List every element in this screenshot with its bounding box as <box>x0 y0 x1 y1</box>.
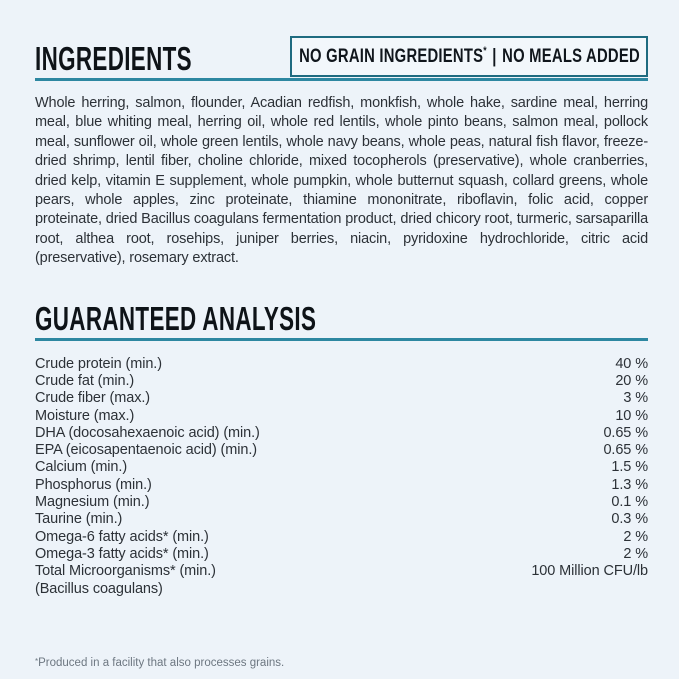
table-row <box>35 425 648 442</box>
row-label: Magnesium (min.) <box>35 494 150 511</box>
row-label: DHA (docosahexaenoic acid) (min.) <box>35 424 260 441</box>
row-label: Taurine (min.) <box>35 511 123 528</box>
row-value: 40 % <box>615 355 648 372</box>
footnote-asterisk: * <box>35 657 39 666</box>
row-value: 10 % <box>615 407 648 424</box>
guaranteed-analysis-header <box>35 299 648 341</box>
table-row <box>35 511 648 528</box>
row-value: 0.3 % <box>611 511 648 528</box>
row-value: 3 % <box>623 390 648 407</box>
row-label: Calcium (min.) <box>35 459 128 476</box>
row-label: Omega-6 fatty acids* (min.) <box>35 528 209 545</box>
row-value: 2 % <box>623 528 648 545</box>
row-value: 1.3 % <box>611 476 648 493</box>
table-row <box>35 581 648 598</box>
table-row <box>35 390 648 407</box>
row-value: 100 Million CFU/lb <box>531 563 648 580</box>
claim-no-meals: NO MEALS ADDED <box>501 45 640 67</box>
row-label: Crude fat (min.) <box>35 372 135 389</box>
table-row <box>35 408 648 425</box>
guaranteed-analysis-title: GUARANTEED ANALYSIS <box>35 299 317 337</box>
row-value: 20 % <box>615 372 648 389</box>
table-row <box>35 477 648 494</box>
row-value: 0.1 % <box>611 494 648 511</box>
table-row <box>35 373 648 390</box>
footnote <box>35 657 284 669</box>
table-row <box>35 563 648 580</box>
row-value: 1.5 % <box>611 459 648 476</box>
row-value: 2 % <box>623 545 648 562</box>
table-row <box>35 529 648 546</box>
claims-separator: | <box>491 45 497 67</box>
guaranteed-analysis-table <box>35 356 648 598</box>
row-label: Omega-3 fatty acids* (min.) <box>35 545 209 562</box>
row-label: Crude protein (min.) <box>35 355 162 372</box>
row-value: 0.65 % <box>603 442 648 459</box>
claim-asterisk: * <box>482 44 487 57</box>
table-row <box>35 356 648 373</box>
row-label: EPA (eicosapentaenoic acid) (min.) <box>35 442 257 459</box>
table-row <box>35 546 648 563</box>
claims-badge-text <box>299 46 640 68</box>
row-label: (Bacillus coagulans) <box>35 580 163 597</box>
claims-badge <box>290 36 648 77</box>
row-label: Crude fiber (max.) <box>35 390 151 407</box>
row-label: Total Microorganisms* (min.) <box>35 563 216 580</box>
row-label: Phosphorus (min.) <box>35 476 152 493</box>
ingredients-title: INGREDIENTS <box>35 39 192 78</box>
claim-no-grain: NO GRAIN INGREDIENTS <box>298 45 483 67</box>
footnote-text: Produced in a facility that also processes grains. <box>38 657 285 669</box>
table-row <box>35 494 648 511</box>
ingredients-header <box>35 36 648 81</box>
table-row <box>35 459 648 476</box>
table-row <box>35 442 648 459</box>
ingredients-list-text: Whole herring, salmon, flounder, Acadian redfish, monkfish, whole hake, sardine meal, herring meal, blue whiting meal, herring oil, whole red lentils, whole pinto beans, salmon meal, pollock meal, sunflower oil, whole green lentils, whole navy beans, whole peas, natural fish flavor, freeze-dried shrimp, lentil fiber, choline chloride, mixed tocopherols (preservative), whole cranberries, dried kelp, vitamin E supplement, whole pumpkin, whole butternut squash, collard greens, whole pears, whole apples, zinc proteinate, thiamine mononitrate, riboflavin, folic acid, copper proteinate, dried Bacillus coagulans fermentation product, dried chicory root, turmeric, sarsaparilla root, althea root, rosehips, juniper berries, niacin, pyridoxine hydrochloride, citric acid (preservative), rosemary extract. <box>35 95 648 267</box>
row-value: 0.65 % <box>603 424 648 441</box>
row-label: Moisture (max.) <box>35 407 135 424</box>
